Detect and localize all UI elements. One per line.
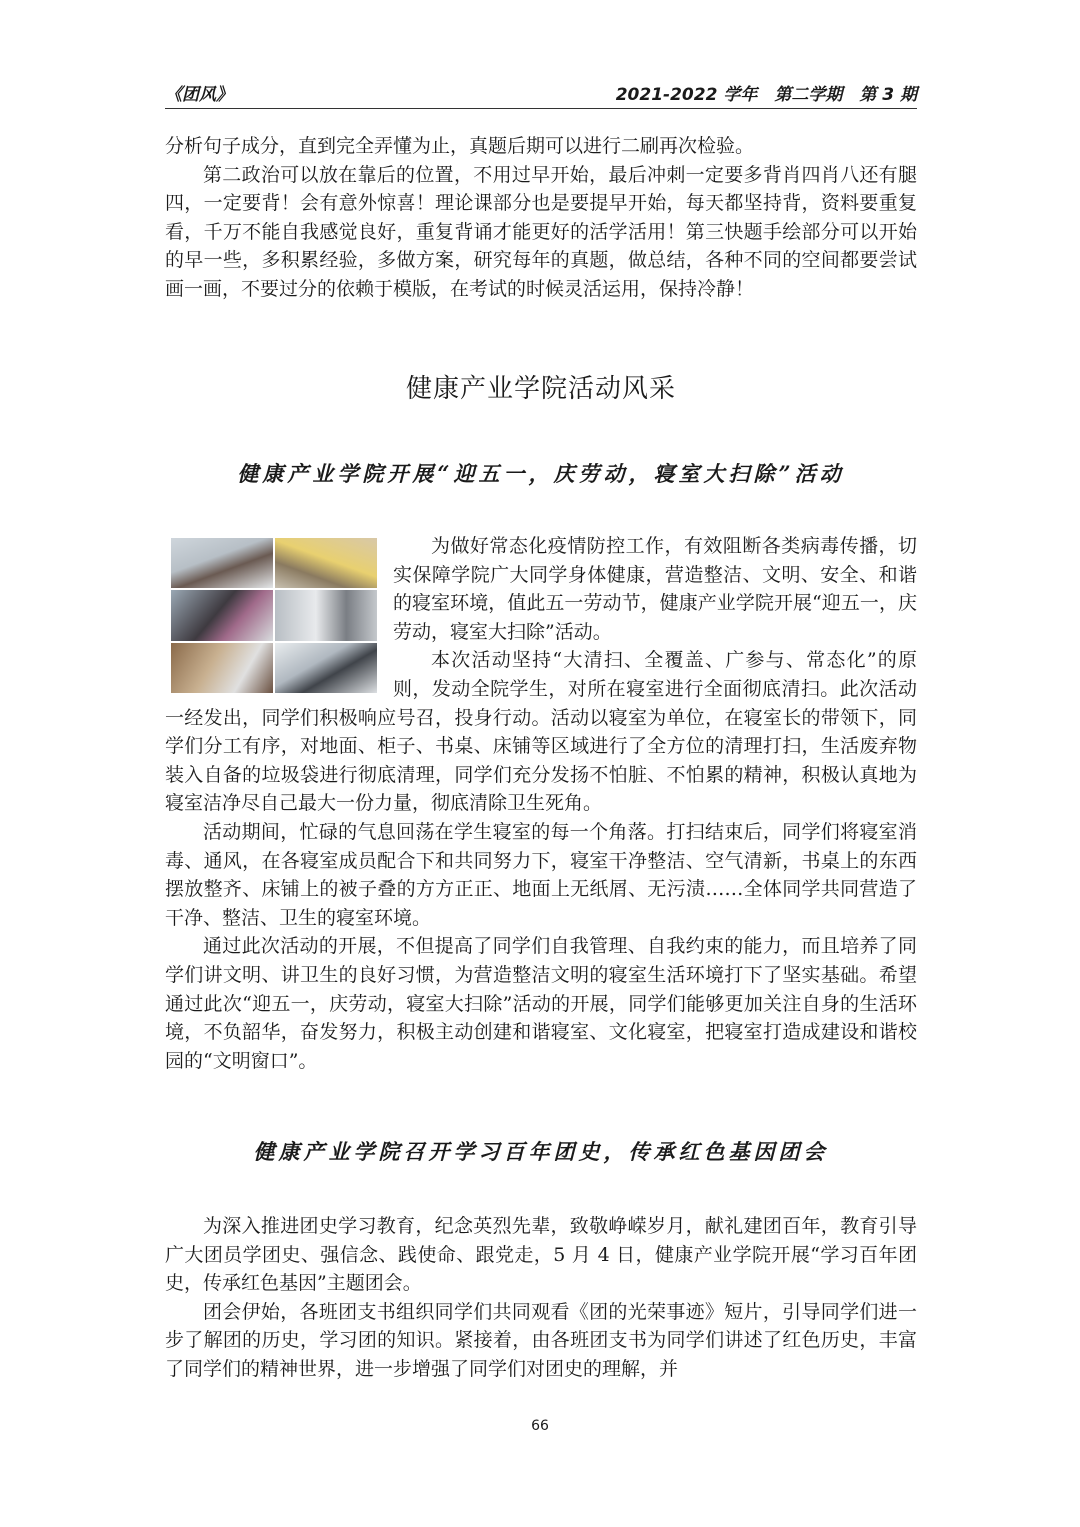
intro-paragraph-1: 分析句子成分，直到完全弄懂为止，真题后期可以进行二刷再次检验。	[165, 135, 755, 157]
article2-paragraph-1: 为深入推进团史学习教育，纪念英烈先辈，致敬峥嵘岁月，献礼建团百年，教育引导广大团员学团史、强信念、践使命、跟党走，5 月 4 日，健康产业学院开展“学习百年团史，传承红色基因”主题团会。	[165, 1215, 917, 1295]
article2-body	[165, 1212, 917, 1384]
photo-cleaning-3	[171, 590, 273, 640]
article2-title: 健康产业学院召开学习百年团史，传承红色基因团会	[253, 1139, 829, 1164]
page-header	[165, 78, 917, 109]
issue-info: 2021-2022 学年 第二学期 第 3 期	[615, 85, 917, 105]
article1-paragraph-4: 通过此次活动的开展，不但提高了同学们自我管理、自我约束的能力，而且培养了同学们讲文明、讲卫生的良好习惯，为营造整洁文明的寝室生活环境打下了坚实基础。希望通过此次“迎五一，庆劳动，寝室大扫除”活动的开展，同学们能够更加关注自身的生活环境，不负韶华，奋发努力，积极主动创建和谐寝室、文化寝室，把寝室打造成建设和谐校园的“文明窗口”。	[165, 935, 917, 1072]
photo-cleaning-4	[275, 590, 377, 640]
article1-paragraph-3: 活动期间，忙碌的气息回荡在学生寝室的每一个角落。打扫结束后，同学们将寝室消毒、通风，在各寝室成员配合下和共同努力下，寝室干净整洁、空气清新，书桌上的东西摆放整齐、床铺上的被子叠的方方正正、地面上无纸屑、无污渍……全体同学共同营造了干净、整洁、卫生的寝室环境。	[165, 820, 917, 929]
photo-cleaning-1	[171, 538, 273, 588]
intro-paragraph-2: 第二政治可以放在靠后的位置，不用过早开始，最后冲刺一定要多背肖四肖八还有腿四，一定要背！会有意外惊喜！理论课部分也是要提早开始，每天都坚持背，资料要重复看，千万不能自我感觉良好，重复背诵才能更好的活学活用！第三快题手绘部分可以开始的早一些，多积累经验，多做方案，研究每年的真题，做总结，各种不同的空间都要尝试画一画，不要过分的依赖于模版，在考试的时候灵活运用，保持冷静！	[165, 163, 917, 300]
page-number: 66	[531, 1418, 549, 1434]
article1-title-wrap	[165, 458, 917, 492]
dorm-cleaning-photo-collage	[171, 538, 377, 693]
article1-body	[165, 532, 917, 1075]
article1-paragraph-1: 为做好常态化疫情防控工作，有效阻断各类病毒传播，切实保障学院广大同学身体健康，营造整洁、文明、安全、和谐的寝室环境，值此五一劳动节，健康产业学院开展“迎五一，庆劳动，寝室大扫除”活动。	[393, 535, 917, 643]
page-content	[165, 132, 917, 304]
photo-cleaning-2	[275, 538, 377, 588]
article1-paragraph-2: 本次活动坚持“大清扫、全覆盖、广参与、常态化”的原则，发动全院学生，对所在寝室进行全面彻底清扫。此次活动一经发出，同学们积极响应号召，投身行动。活动以寝室为单位，在寝室长的带领下，同学们分工有序，对地面、柜子、书桌、床铺等区域进行了全方位的清理打扫，生活废弃物装入自备的垃圾袋进行彻底清理，同学们充分发扬不怕脏、不怕累的精神，积极认真地为寝室洁净尽自己最大一份力量，彻底清除卫生死角。	[165, 649, 917, 815]
photo-cleaning-6	[275, 643, 377, 693]
journal-name: 《团风》	[165, 85, 233, 105]
article2-title-wrap	[165, 1136, 917, 1170]
photo-cleaning-5	[171, 643, 273, 693]
article2-paragraph-2: 团会伊始，各班团支书组织同学们共同观看《团的光荣事迹》短片，引导同学们进一步了解团的历史，学习团的知识。紧接着，由各班团支书为同学们讲述了红色历史，丰富了同学们的精神世界，进一步增强了同学们对团史的理解，并	[165, 1300, 917, 1380]
section-title-wrap	[165, 368, 917, 408]
article1-title: 健康产业学院开展“迎五一，庆劳动，寝室大扫除”活动	[237, 461, 845, 486]
section-title: 健康产业学院活动风采	[405, 374, 676, 404]
